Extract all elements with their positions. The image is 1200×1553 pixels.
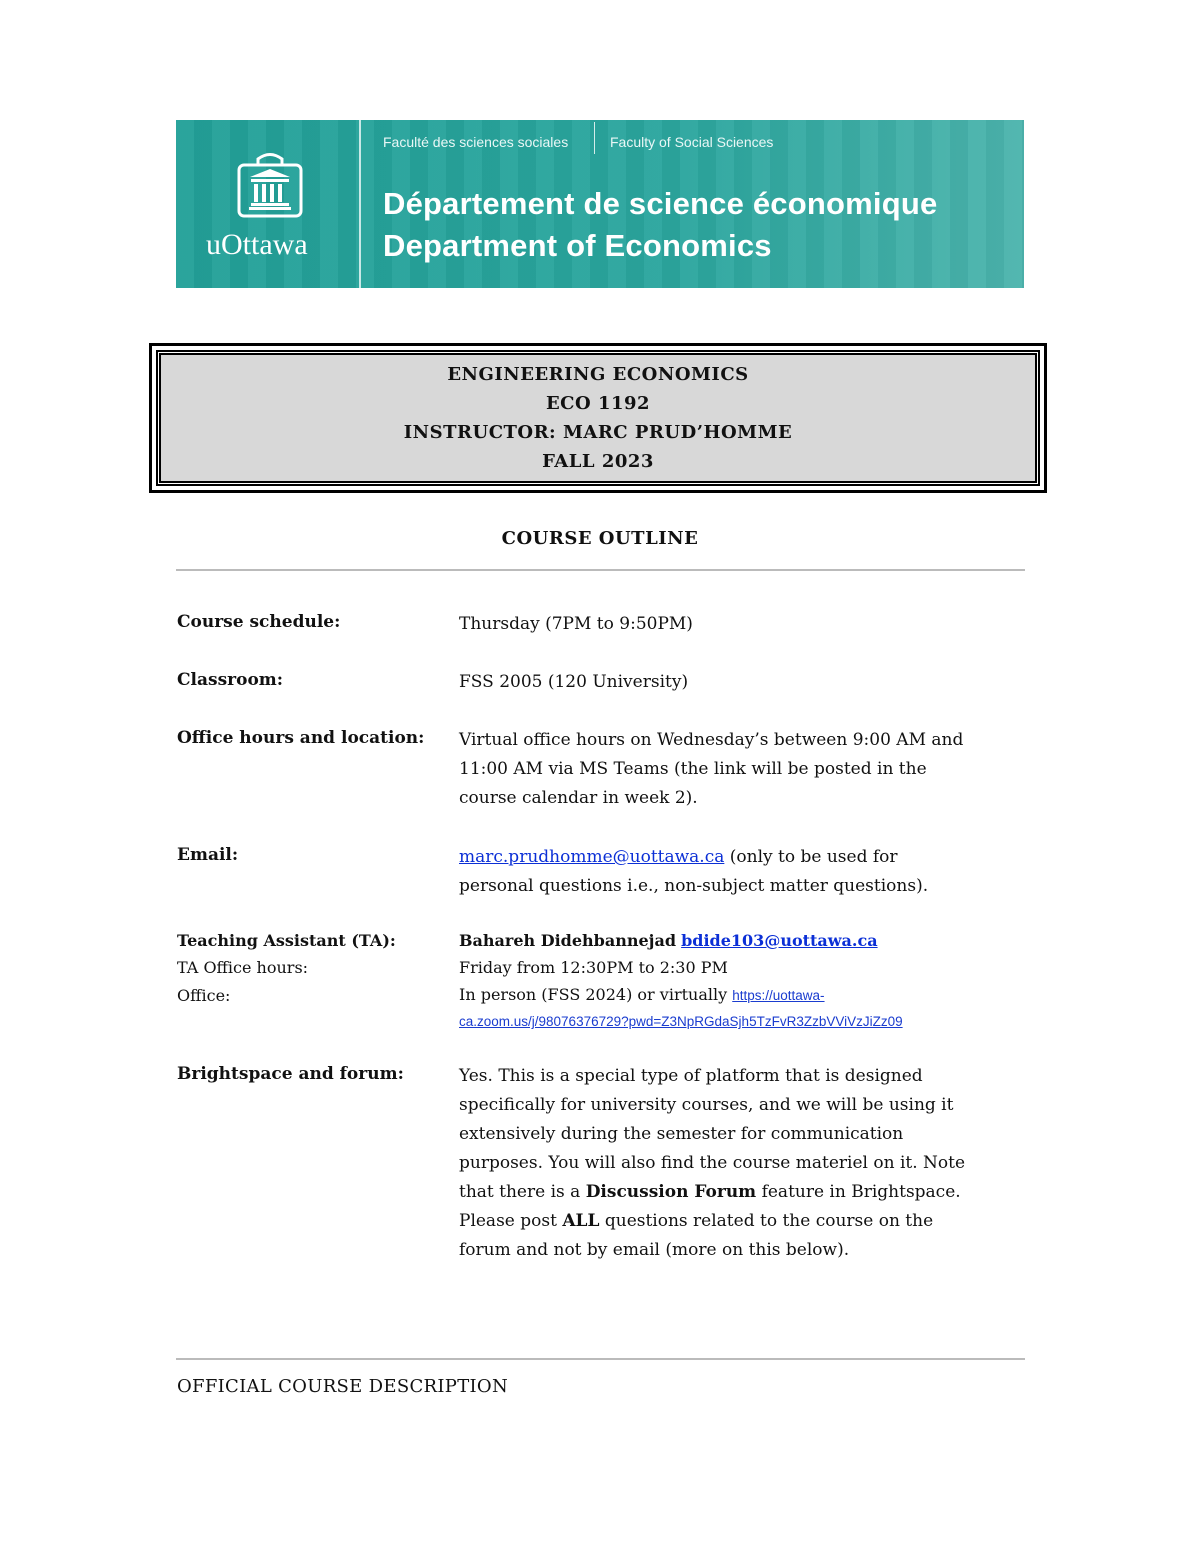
office-hours-value [459,726,1029,813]
ta-office-value [459,982,1029,1034]
office-hours-line: Virtual office hours on Wednesday’s between 9:00 AM and [459,730,964,750]
zoom-link[interactable]: https://uottawa- [732,988,825,1003]
term-line: FALL 2023 [542,451,654,472]
all-emphasis: ALL [562,1211,600,1231]
instructor-email-link[interactable]: marc.prudhomme@uottawa.ca [459,847,725,867]
schedule-value: Thursday (7PM to 9:50PM) [459,614,693,634]
department-banner [176,120,1024,288]
discussion-forum-emphasis: Discussion Forum [585,1182,757,1202]
university-building-icon [236,147,304,219]
text-run: questions related to the course on the [599,1211,934,1231]
banner-divider [359,120,361,288]
email-value [459,843,1029,901]
office-hours-line: 11:00 AM via MS Teams (the link will be posted in the [459,759,927,779]
ta-office-text: In person (FSS 2024) or virtually [459,985,733,1004]
outline-heading: COURSE OUTLINE [501,528,699,549]
brightspace-line: Yes. This is a special type of platform that is designed [459,1066,923,1086]
brightspace-label: Brightspace and forum: [177,1064,404,1084]
course-title-box [149,343,1047,493]
text-run: that there is a [459,1182,586,1202]
ta-label: Teaching Assistant (TA): [177,931,396,950]
brightspace-line: extensively during the semester for communication [459,1124,904,1144]
brightspace-value [459,1062,1029,1265]
course-code: ECO 1192 [545,393,651,414]
email-note-line: personal questions i.e., non-subject matter questions). [459,876,929,896]
classroom-label: Classroom: [177,670,284,690]
instructor-line: INSTRUCTOR: MARC PRUD’HOMME [403,422,793,443]
department-name-fr: Département de science économique [383,186,938,221]
email-label: Email: [177,845,239,865]
schedule-label: Course schedule: [177,612,341,632]
text-run: Please post [459,1211,563,1231]
official-description-heading: OFFICIAL COURSE DESCRIPTION [177,1376,509,1397]
ta-name: Bahareh Didehbannejad [459,931,676,950]
divider-bottom [176,1358,1025,1360]
ta-office-label: Office: [177,986,231,1005]
classroom-value: FSS 2005 (120 University) [459,672,689,692]
ta-hours-value: Friday from 12:30PM to 2:30 PM [459,958,728,977]
department-name-en: Department of Economics [383,228,772,263]
text-run: feature in Brightspace. [756,1182,961,1202]
email-note: (only to be used for [724,847,898,867]
faculty-divider [594,122,595,154]
course-name: ENGINEERING ECONOMICS [447,364,749,385]
brightspace-line: forum and not by email (more on this below). [459,1240,850,1260]
ta-value [459,927,1029,954]
faculty-name-fr: Faculté des sciences sociales [383,134,569,150]
office-hours-label: Office hours and location: [177,728,425,748]
divider-top [176,569,1025,571]
office-hours-line: course calendar in week 2). [459,788,698,808]
brightspace-line [459,1207,1029,1236]
brightspace-line: specifically for university courses, and we will be using it [459,1095,954,1115]
uottawa-logo-text: uOttawa [206,228,308,261]
zoom-link-continued[interactable]: ca.zoom.us/j/98076376729?pwd=Z3NpRGdaSjh5TzFvR3ZzbVViVzJiZz09 [459,1014,903,1029]
title-box-content [159,353,1037,483]
ta-hours-label: TA Office hours: [177,958,309,977]
ta-email-link[interactable]: bdide103@uottawa.ca [681,931,878,950]
brightspace-line [459,1178,1029,1207]
brightspace-line: purposes. You will also find the course materiel on it. Note [459,1153,966,1173]
faculty-name-en: Faculty of Social Sciences [610,134,774,150]
